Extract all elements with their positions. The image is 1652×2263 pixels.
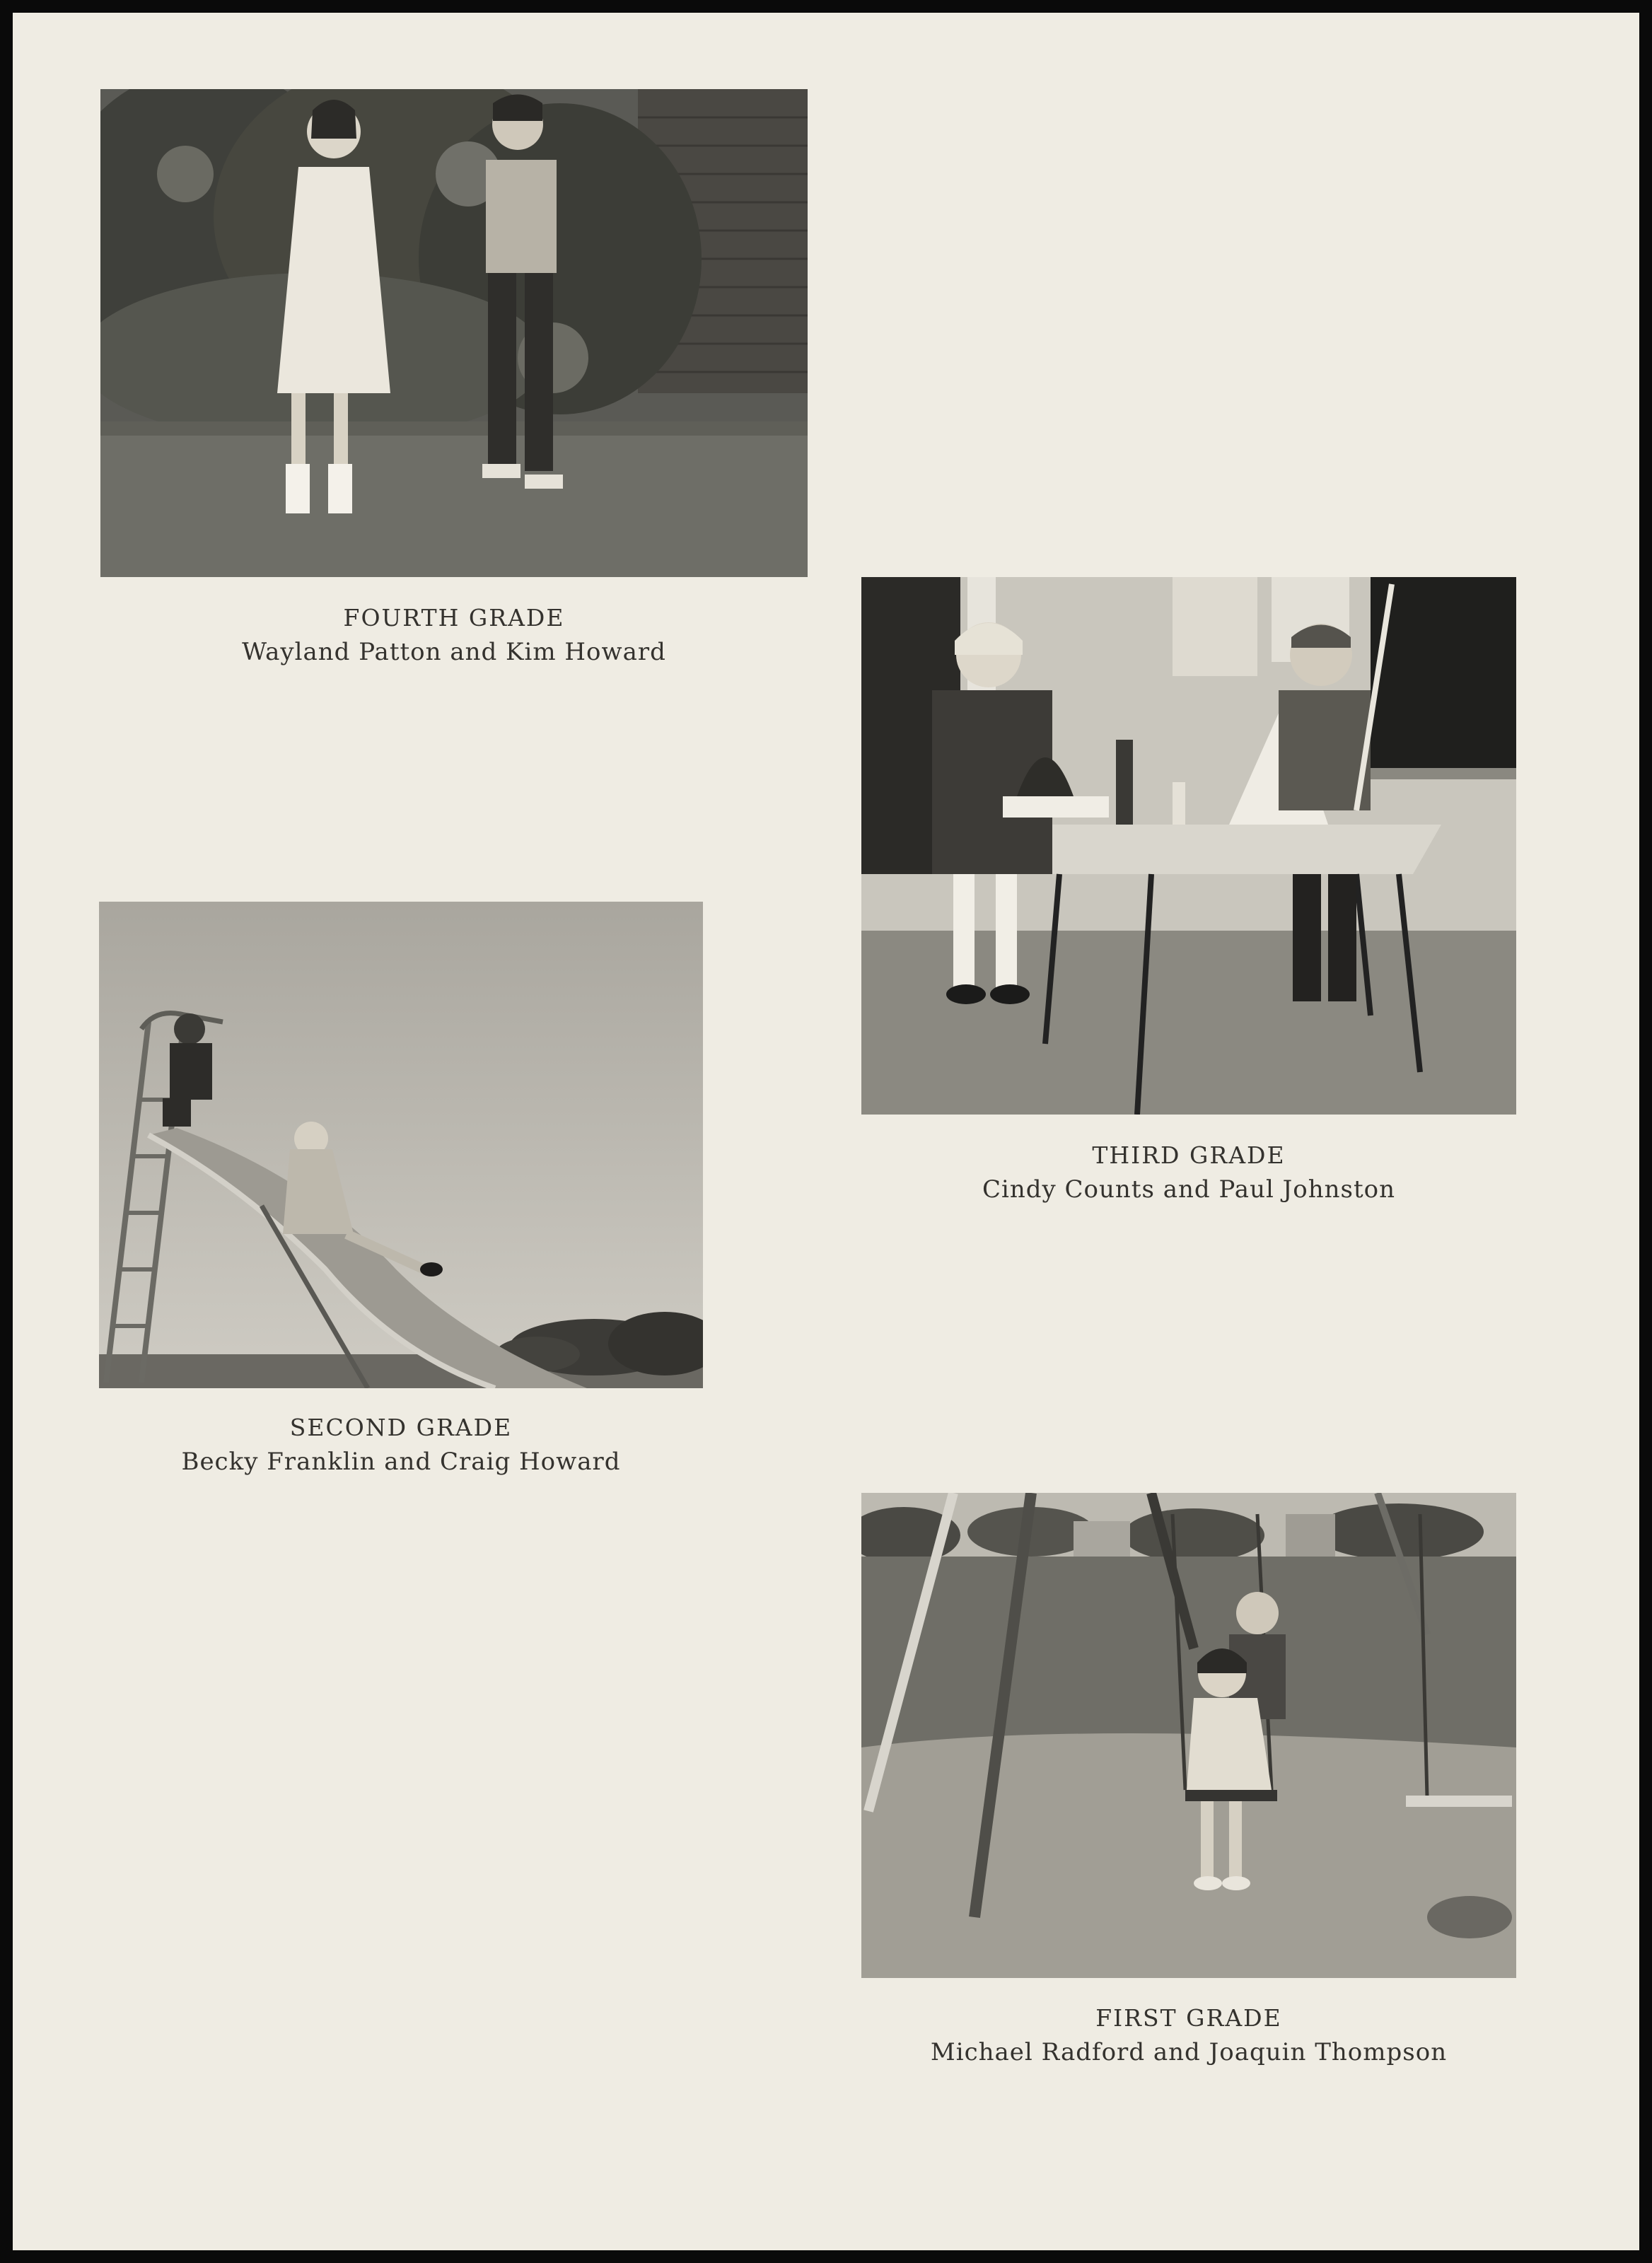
third-grade-caption <box>861 1139 1516 1207</box>
third-grade-photo <box>861 577 1516 1115</box>
second-grade-names: Becky Franklin and Craig Howard <box>181 1447 621 1476</box>
third-grade-title: THIRD GRADE <box>1092 1141 1286 1169</box>
first-grade-title: FIRST GRADE <box>1095 2004 1282 2032</box>
third-grade-photo-image <box>861 577 1516 1115</box>
second-grade-photo <box>99 902 703 1388</box>
second-grade-caption <box>99 1411 703 1479</box>
fourth-grade-names: Wayland Patton and Kim Howard <box>242 637 666 666</box>
first-grade-caption <box>861 2001 1516 2070</box>
second-grade-title: SECOND GRADE <box>289 1414 513 1441</box>
second-grade-photo-image <box>99 902 703 1388</box>
third-grade-names: Cindy Counts and Paul Johnston <box>982 1175 1396 1204</box>
fourth-grade-photo <box>100 89 808 577</box>
fourth-grade-title: FOURTH GRADE <box>343 604 565 632</box>
yearbook-page <box>13 13 1639 2250</box>
first-grade-photo <box>861 1493 1516 1978</box>
fourth-grade-photo-image <box>100 89 808 577</box>
fourth-grade-caption <box>100 601 808 670</box>
first-grade-names: Michael Radford and Joaquin Thompson <box>930 2037 1448 2066</box>
first-grade-photo-image <box>861 1493 1516 1978</box>
